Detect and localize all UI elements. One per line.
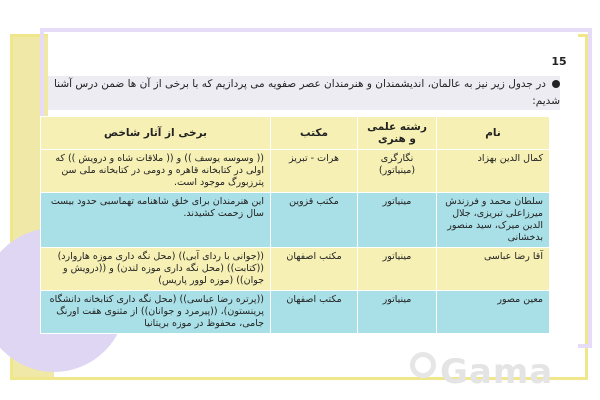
cell-field: مینیاتور [358, 248, 437, 291]
header-field: رشته علمی و هنری [358, 117, 437, 150]
table-header-row [41, 117, 550, 150]
cell-name: کمال الدین بهزاد [437, 150, 550, 193]
cell-works: ((پرتره رضا عباسی)) (محل نگه داری کتابخانه دانشگاه پرینستون)، ((پیرمرد و جوانان)) از مثنوی هفت اورنگ جامی، محفوظ در موزه بریتانیا [41, 291, 271, 334]
cell-school: هرات - تبریز [271, 150, 358, 193]
header-school: مکتب [271, 117, 358, 150]
watermark-text: Gama [440, 352, 554, 392]
cell-name: آقا رضا عباسی [437, 248, 550, 291]
header-name: نام [437, 117, 550, 150]
cell-school: مکتب قزوین [271, 193, 358, 248]
cell-works: (( وسوسه یوسف )) و (( ملاقات شاه و درویش )) که اولی در کتابخانه قاهره و دومی در کتابخانه ملی سن پترزبورگ موجود است. [41, 150, 271, 193]
cell-works: این هنرمندان برای خلق شاهنامه تهماسبی حدود بیست سال زحمت کشیدند. [41, 193, 271, 248]
cell-school: مکتب اصفهان [271, 291, 358, 334]
intro-text: در جدول زیر نیز به عالمان، اندیشمندان و هنرمندان عصر صفویه می پردازیم که با برخی از آن ها ضمن درس آشنا شدیم: [53, 78, 560, 107]
artists-table [40, 116, 550, 334]
cell-field: مینیاتور [358, 193, 437, 248]
cell-school: مکتب اصفهان [271, 248, 358, 291]
table-row [41, 248, 550, 291]
cell-name: سلطان محمد و فرزندش میرزاعلی تبریزی، جلال الدین میرک، سید منصور بدخشانی [437, 193, 550, 248]
bullet-icon [552, 80, 560, 88]
cell-name: معین مصور [437, 291, 550, 334]
table-row [41, 193, 550, 248]
header-works: برخی از آثار شاخص [41, 117, 271, 150]
table-row [41, 291, 550, 334]
cell-works: ((جوانی با ردای آبی)) (محل نگه داری موزه هاروارد) ((کتابت)) (محل نگه داری موزه لندن) و ((درویش و جوان)) (موزه لوور پاریس) [41, 248, 271, 291]
intro-paragraph [48, 76, 560, 110]
page-number: 15 [546, 52, 572, 72]
table-row [41, 150, 550, 193]
cell-field: مینیاتور [358, 291, 437, 334]
watermark-logo-icon [410, 352, 436, 378]
cell-field: نگارگری (مینیاتور) [358, 150, 437, 193]
